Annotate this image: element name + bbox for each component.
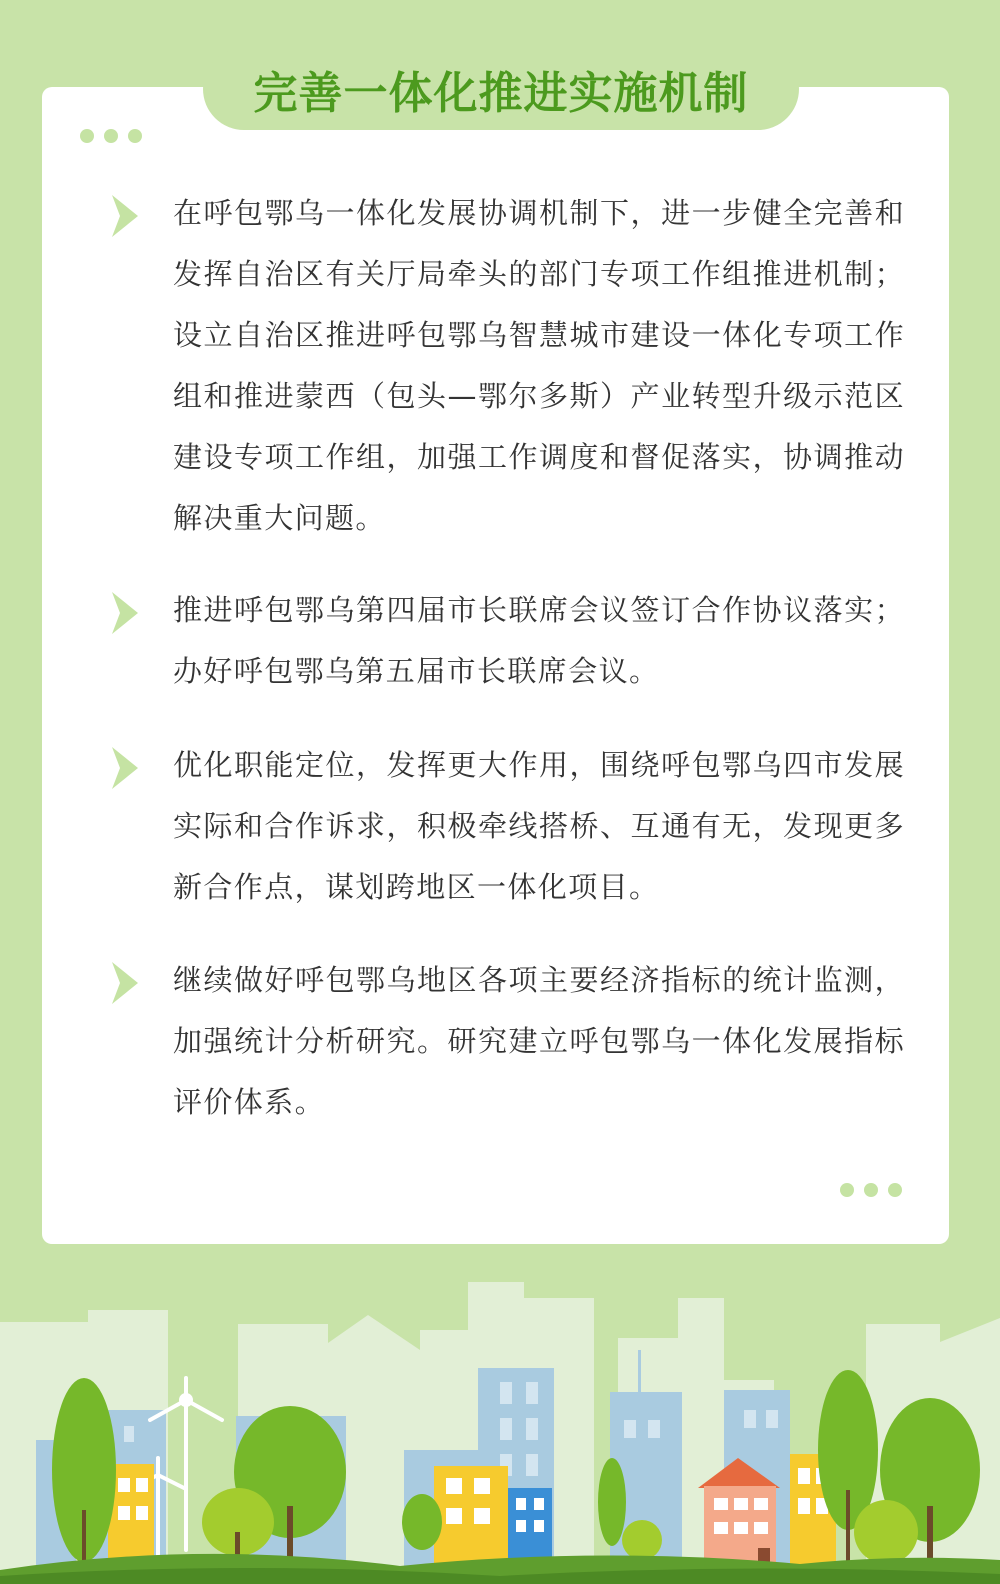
section-text: 推进呼包鄂乌第四届市长联席会议签订合作协议落实；办好呼包鄂乌第五届市长联席会议。: [173, 593, 905, 688]
section-3: [110, 735, 910, 918]
chevron-right-icon: [110, 747, 138, 789]
section-4: [110, 950, 910, 1133]
section-text: 优化职能定位，发挥更大作用，围绕呼包鄂乌四市发展实际和合作诉求，积极牵线搭桥、互通有无，发现更多新合作点，谋划跨地区一体化项目。: [173, 748, 905, 904]
page-title: 完善一体化推进实施机制: [253, 68, 749, 119]
section-text: 继续做好呼包鄂乌地区各项主要经济指标的统计监测，加强统计分析研究。研究建立呼包鄂乌一体化发展指标评价体系。: [173, 963, 905, 1119]
section-text: 在呼包鄂乌一体化发展协调机制下，进一步健全完善和发挥自治区有关厅局牵头的部门专项工作组推进机制；设立自治区推进呼包鄂乌智慧城市建设一体化专项工作组和推进蒙西（包头—鄂尔多斯）产业转型升级示范区建设专项工作组，加强工作调度和督促落实，协调推动解决重大问题。: [173, 196, 905, 535]
dots-icon: [80, 129, 142, 143]
section-1: [110, 183, 910, 549]
title-banner: [203, 48, 799, 130]
dots-icon: [840, 1183, 902, 1197]
city-skyline-illustration: [0, 1270, 1000, 1584]
chevron-right-icon: [110, 962, 138, 1004]
chevron-right-icon: [110, 592, 138, 634]
section-2: [110, 580, 910, 702]
chevron-right-icon: [110, 195, 138, 237]
